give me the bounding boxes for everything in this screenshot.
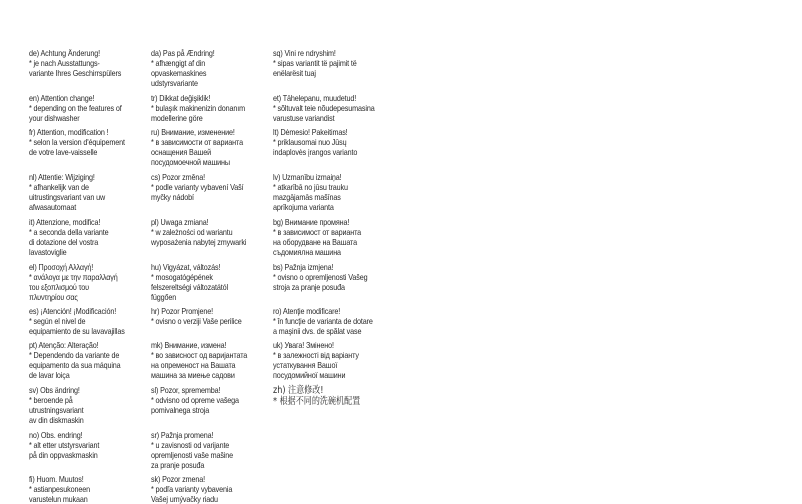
notice-line: * beroende på (29, 395, 73, 405)
notice-line: * mosogatógépének (151, 272, 213, 282)
notice-line: * según el nivel de (29, 316, 86, 326)
notice-block (273, 340, 388, 380)
notice-title: nl) Attentie: Wijziging! (29, 172, 95, 182)
notice-line: * во зависност од варијантата (151, 350, 248, 360)
notice-title: ro) Atenţie modificare! (273, 306, 341, 316)
notice-line: * podle varianty vybavení Vaší (151, 182, 244, 192)
notice-line: opvaskemaskines (151, 68, 207, 78)
notice-line: * podľa varianty vybavenia (151, 484, 233, 494)
notice-line: * odvisno od opreme vašega (151, 395, 239, 405)
notice-title: zh) 注意修改! (273, 385, 324, 396)
notice-line: * priklausomai nuo Jūsų (273, 137, 347, 147)
notice-block (273, 48, 388, 78)
notice-line: * sipas variantit të pajimit të (273, 58, 357, 68)
notice-line: enëlarësit tuaj (273, 68, 316, 78)
notice-block (29, 385, 141, 425)
notice-line: πλυντηρίου σας (29, 292, 78, 302)
notice-line: de votre lave-vaisselle (29, 147, 98, 157)
notice-block (273, 306, 388, 336)
notice-title: sl) Pozor, sprememba! (151, 385, 221, 395)
notice-line: av din diskmaskin (29, 415, 84, 425)
notice-line: * Dependendo da variante de (29, 350, 120, 360)
notice-title: hu) Vigyázat, változás! (151, 262, 221, 272)
notice-title: tr) Dikkat değişiklik! (151, 93, 211, 103)
notice-block (273, 172, 388, 212)
notice-block (151, 217, 263, 247)
notice-line: pomivalnega stroja (151, 405, 210, 415)
notice-title: pl) Uwaga zmiana! (151, 217, 209, 227)
notice-line: * je nach Ausstattungs- (29, 58, 100, 68)
notice-line: * în funcţie de varianta de dotare (273, 316, 373, 326)
notice-line: * ovisno o opremljenosti Vašeg (273, 272, 368, 282)
notice-block (151, 430, 263, 470)
notice-title: sr) Pažnja promena! (151, 430, 214, 440)
notice-title: uk) Увага! Змінено! (273, 340, 334, 350)
notice-line: opremljenosti vaše mašine (151, 450, 234, 460)
notice-line: indaplovės įrangos varianto (273, 147, 358, 157)
notice-line: de lavar loiça (29, 370, 70, 380)
notice-title: ru) Внимание, изменение! (151, 127, 235, 137)
notice-line: του εξοπλισμού του (29, 282, 89, 292)
notice-line: your dishwasher (29, 113, 80, 123)
notice-line: посудомоечной машины (151, 157, 230, 167)
notice-title: fi) Huom. Muutos! (29, 474, 84, 484)
notice-line: * afhængigt af din (151, 58, 206, 68)
notice-line: mazgājamās mašīnas (273, 192, 341, 202)
notice-line: * bulaşık makinenizin donanım (151, 103, 245, 113)
notice-line: függően (151, 292, 177, 302)
notice-line: stroja za pranje posuđa (273, 282, 345, 292)
notice-title: en) Attention change! (29, 93, 95, 103)
notice-line: Vašej umývačky riadu (151, 494, 218, 504)
notice-line: * atkarībā no jūsu trauku (273, 182, 348, 192)
notice-block (151, 385, 263, 415)
notice-line: * astianpesukoneen (29, 484, 90, 494)
notice-block (29, 48, 141, 78)
notice-line: utrustningsvariant (29, 405, 84, 415)
notice-line: za pranje posuđa (151, 460, 205, 470)
notice-line: * 根据不同的洗碗机配置 (273, 396, 361, 407)
notice-title: it) Attenzione, modifica! (29, 217, 101, 227)
notice-line: varustelun mukaan (29, 494, 88, 504)
notice-line: di dotazione del vostra (29, 237, 99, 247)
notice-line: a maşinii dvs. de spălat vase (273, 326, 362, 336)
notice-line: variante Ihres Geschirrspülers (29, 68, 122, 78)
notice-line: equipamiento de su lavavajillas (29, 326, 125, 336)
notice-block (273, 127, 388, 157)
notice-block (29, 93, 141, 123)
notice-line: * w zależności od wariantu (151, 227, 233, 237)
notice-title: de) Achtung Änderung! (29, 48, 100, 58)
notice-block (273, 385, 388, 407)
notice-block (151, 172, 263, 202)
notice-title: da) Pas på Ændring! (151, 48, 215, 58)
notice-block (29, 127, 141, 157)
notice-block (151, 474, 263, 504)
notice-title: pt) Atenção: Alteração! (29, 340, 99, 350)
notice-title: sk) Pozor zmena! (151, 474, 205, 484)
notice-line: * sõltuvalt teie nõudepesumasina (273, 103, 375, 113)
notice-block (29, 262, 141, 302)
notice-title: mk) Внимание, измена! (151, 340, 227, 350)
notice-title: sv) Obs ändring! (29, 385, 80, 395)
notice-block (273, 93, 388, 123)
notice-block (151, 262, 263, 302)
notice-line: lavastoviglie (29, 247, 67, 257)
notice-block (29, 474, 141, 504)
notice-block (151, 127, 263, 167)
notice-line: * в зависимост от варианта (273, 227, 362, 237)
notice-line: equipamento da sua máquina (29, 360, 121, 370)
notice-block (151, 340, 263, 380)
notice-line: съдомиялна машина (273, 247, 341, 257)
notice-title: lv) Uzmanību izmaiņa! (273, 172, 342, 182)
notice-block (29, 172, 141, 212)
notice-line: aprīkojuma varianta (273, 202, 334, 212)
notice-line: wyposażenia nabytej zmywarki (151, 237, 247, 247)
notice-block (29, 430, 141, 460)
notice-line: på din oppvaskmaskin (29, 450, 98, 460)
notice-title: bg) Внимание промяна! (273, 217, 350, 227)
notice-title: no) Obs. endring! (29, 430, 83, 440)
notice-line: * depending on the features of (29, 103, 122, 113)
notice-line: * ovisno o verziji Vaše perilice (151, 316, 242, 326)
notice-line: felszereltségi változatától (151, 282, 228, 292)
notice-title: fr) Attention, modification ! (29, 127, 109, 137)
notice-title: cs) Pozor změna! (151, 172, 205, 182)
page-margin (794, 0, 802, 501)
notice-title: et) Tähelepanu, muudetud! (273, 93, 357, 103)
notice-line: * selon la version d'équipement (29, 137, 125, 147)
notice-block (273, 217, 388, 257)
notice-line: * в залежності від варіанту (273, 350, 359, 360)
notice-line: * u zavisnosti od varijante (151, 440, 230, 450)
notice-block (151, 48, 263, 88)
notice-line: * alt etter utstyrsvariant (29, 440, 100, 450)
notice-title: lt) Dėmesio! Pakeitimas! (273, 127, 348, 137)
notice-line: на опременост на Вашата (151, 360, 236, 370)
notice-line: udstyrsvariante (151, 78, 198, 88)
notice-block (151, 306, 263, 326)
notice-block (29, 306, 141, 336)
notice-line: modellerine göre (151, 113, 203, 123)
notice-line: uitrustingsvariant van uw (29, 192, 106, 202)
notice-line: * afhankelijk van de (29, 182, 89, 192)
notice-title: hr) Pozor Promjene! (151, 306, 214, 316)
notice-block (29, 340, 141, 380)
notice-line: устаткування Вашої (273, 360, 338, 370)
notice-block (151, 93, 263, 123)
notice-block (29, 217, 141, 257)
notice-line: на оборудване на Вашата (273, 237, 358, 247)
notice-line: посудомийної машини (273, 370, 346, 380)
notice-title: sq) Vini re ndryshim! (273, 48, 336, 58)
notice-line: машина за миење садови (151, 370, 235, 380)
notice-line: varustuse variandist (273, 113, 335, 123)
notice-line: * в зависимости от варианта (151, 137, 243, 147)
notice-title: es) ¡Atención! ¡Modificación! (29, 306, 117, 316)
notice-line: myčky nádobí (151, 192, 194, 202)
notice-line: afwasautomaat (29, 202, 77, 212)
notice-title: el) Προσοχή Αλλαγή! (29, 262, 94, 272)
notice-line: оснащения Вашей (151, 147, 212, 157)
notice-line: * ανάλογα με την παραλλαγή (29, 272, 118, 282)
notice-line: * a seconda della variante (29, 227, 109, 237)
notice-block (273, 262, 388, 292)
notice-title: bs) Pažnja izmjena! (273, 262, 334, 272)
